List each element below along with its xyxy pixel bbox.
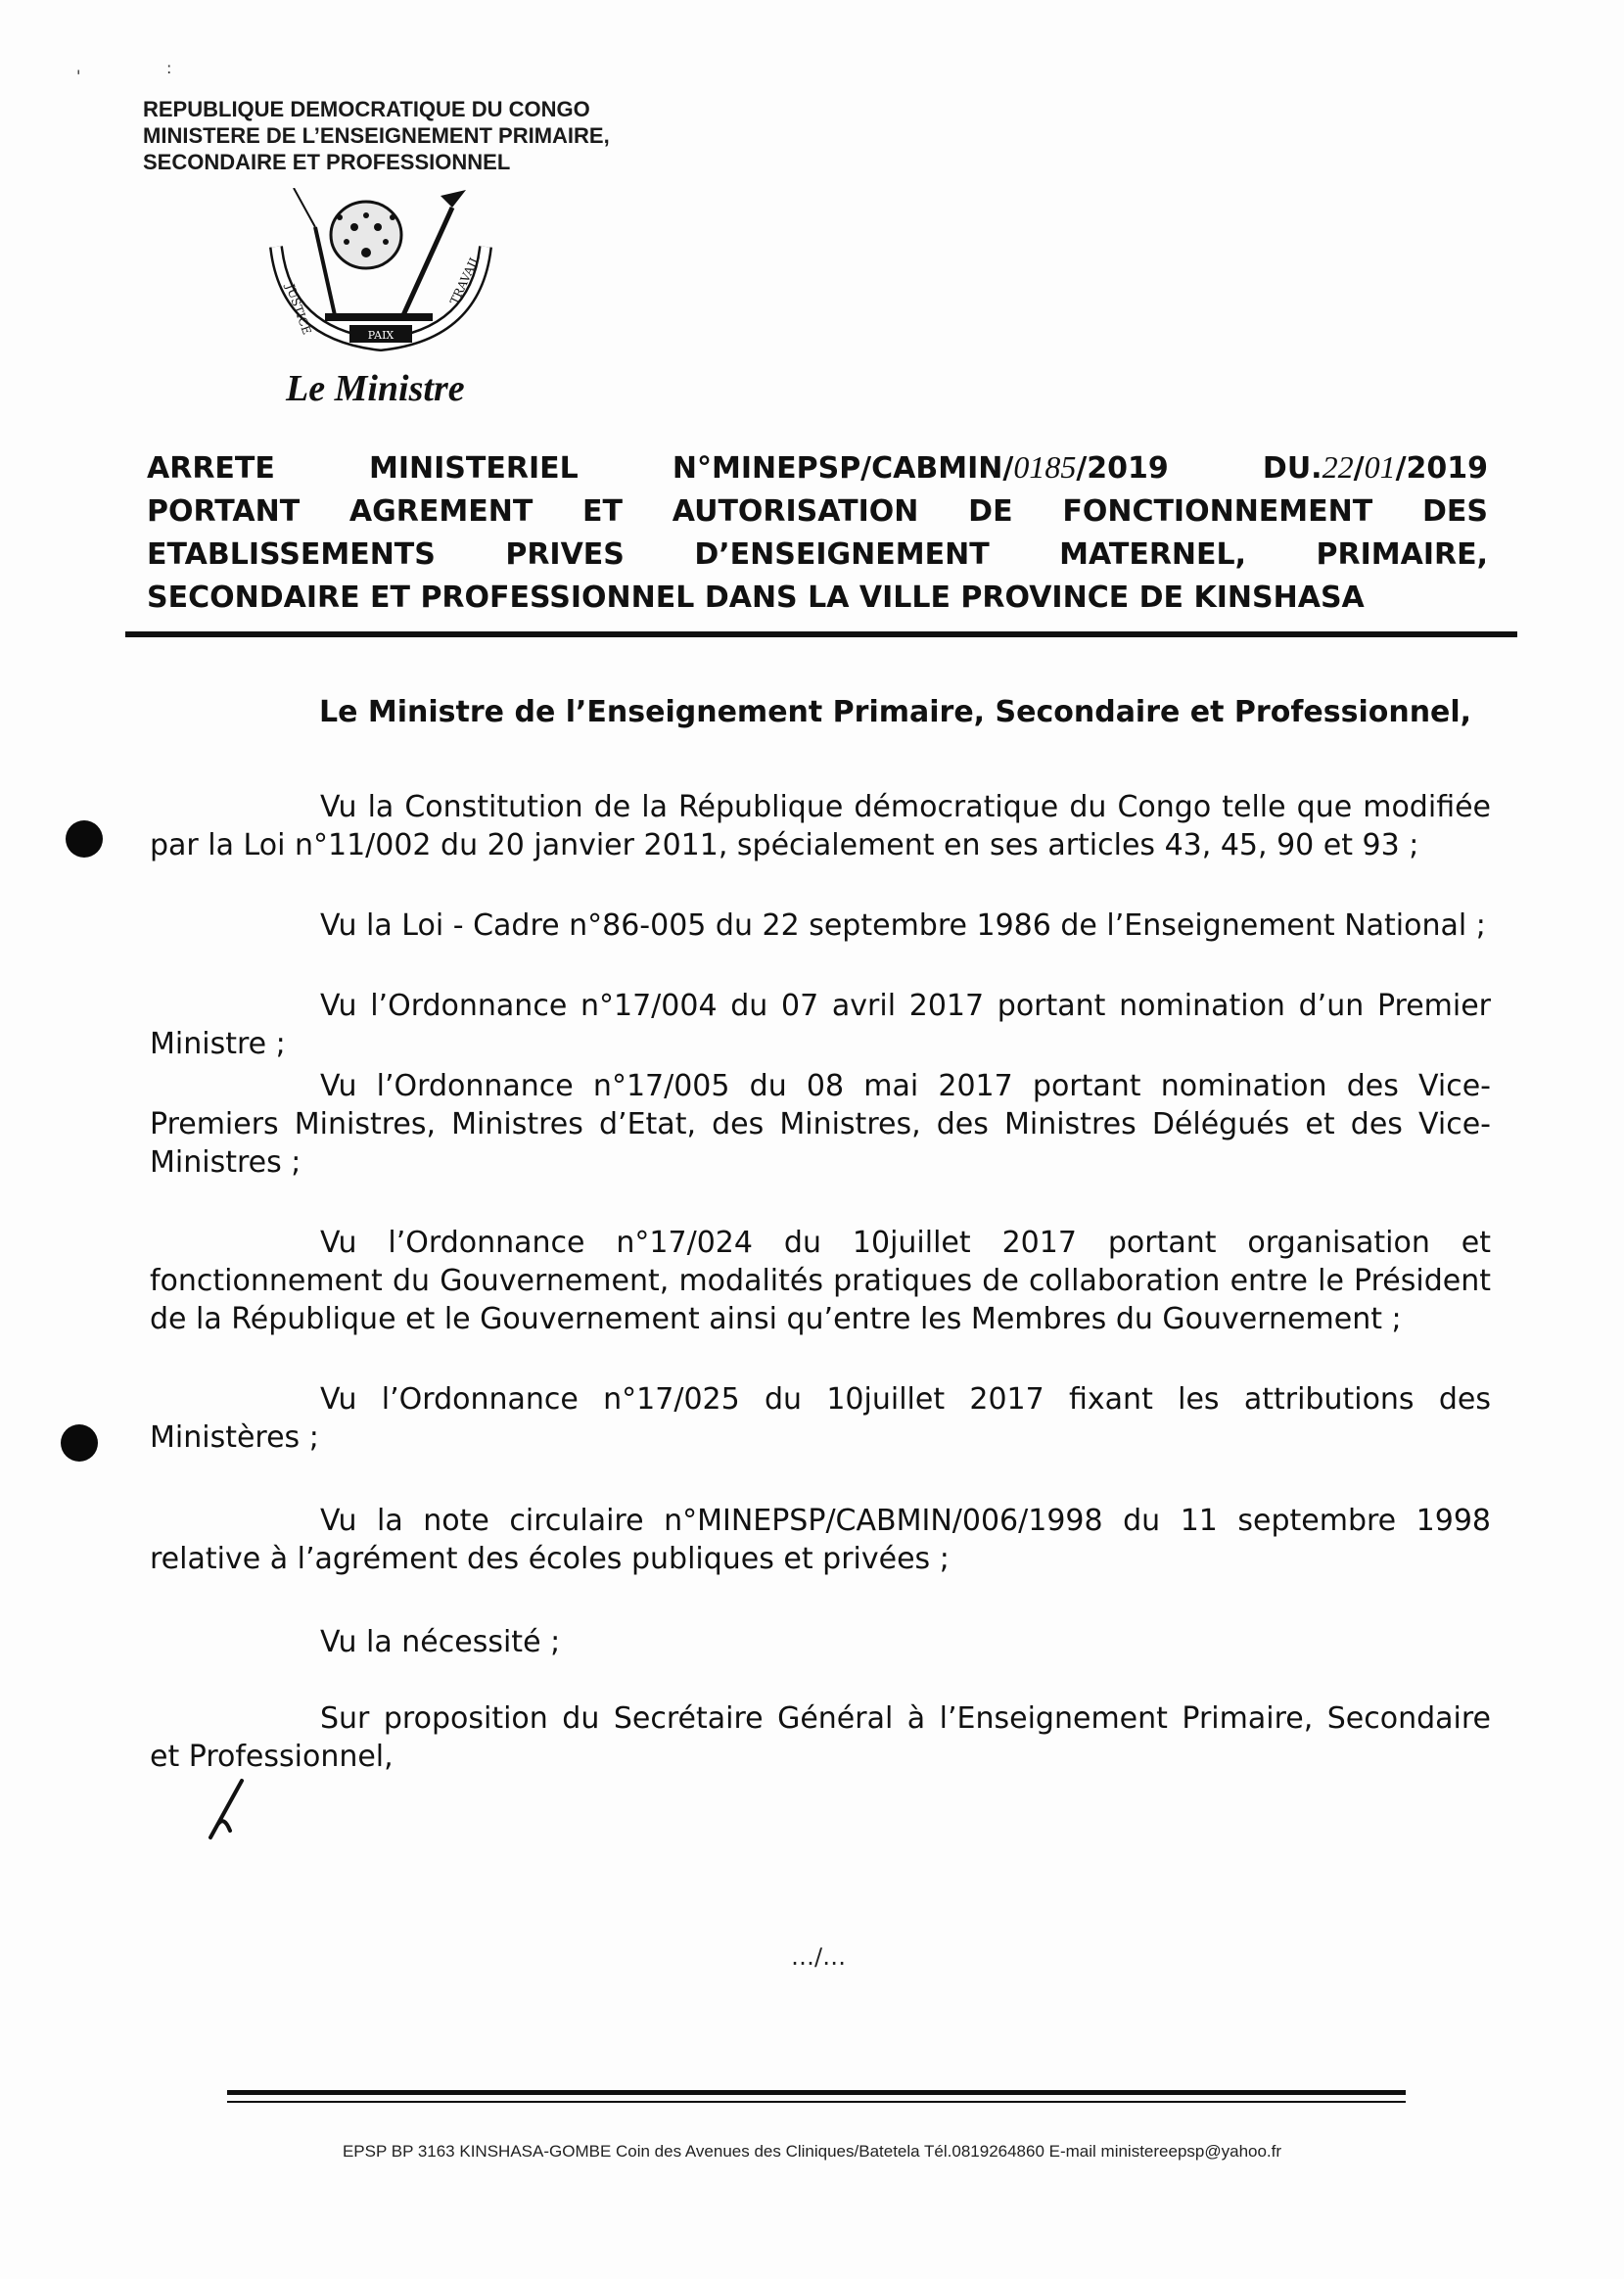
letterhead-line-3: SECONDAIRE ET PROFESSIONNEL: [143, 150, 511, 174]
punch-hole-top: [66, 820, 103, 858]
consideration-8: Vu la nécessité ;: [320, 1625, 561, 1659]
initial-mark: [201, 1777, 259, 1845]
emblem-text-right: TRAVAIL: [447, 253, 483, 307]
signatory-title: Le Ministre: [286, 368, 465, 409]
decree-year-end: /2019: [1395, 451, 1489, 486]
decree-title: [147, 445, 1488, 620]
letterhead-line-2: MINISTERE DE L’ENSEIGNEMENT PRIMAIRE,: [143, 123, 610, 148]
decree-title-line-1: PORTANT AGREMENT ET AUTORISATION DE FONCTIONNEMENT DES: [147, 494, 1488, 529]
consideration-1: Vu la Constitution de la République démocratique du Congo telle que modifiée par la Loi n°11/002 du 20 janvier 2011, spécialement en ses articles 43, 45, 90 et 93 ;: [150, 790, 1491, 862]
consideration-3: Vu l’Ordonnance n°17/004 du 07 avril 2017 portant nomination d’un Premier Ministre ;: [150, 989, 1491, 1061]
emblem-text-left: JUSTICE: [283, 282, 314, 337]
footer-address: EPSP BP 3163 KINSHASA-GOMBE Coin des Avenues des Cliniques/Batetela Tél.0819264860 E-mail ministereepsp@yahoo.fr: [342, 2142, 1282, 2161]
consideration-4: Vu l’Ordonnance n°17/005 du 08 mai 2017 portant nomination des Vice-Premiers Ministres, Ministres d’Etat, des Ministres, des Ministres Délégués et des Vice-Ministres ;: [150, 1069, 1491, 1180]
consideration-6: Vu l’Ordonnance n°17/025 du 10juillet 2017 fixant les attributions des Ministères ;: [150, 1382, 1491, 1455]
decree-title-line-3: SECONDAIRE ET PROFESSIONNEL DANS LA VILLE PROVINCE DE KINSHASA: [147, 581, 1365, 615]
decree-year-part: /2019 DU.: [1076, 451, 1322, 486]
letterhead-line-1: REPUBLIQUE DEMOCRATIQUE DU CONGO: [143, 97, 590, 121]
footer-divider-thick: [227, 2090, 1406, 2095]
coat-of-arms-emblem: [256, 188, 505, 364]
decree-number-handwritten: 0185: [1013, 449, 1077, 485]
emblem-text-bottom: PAIX: [367, 329, 394, 342]
consideration-2: Vu la Loi - Cadre n°86-005 du 22 septembre 1986 de l’Enseignement National ;: [320, 908, 1486, 943]
decree-prefix: ARRETE MINISTERIEL N°MINEPSP/CABMIN/: [147, 451, 1014, 486]
decree-title-line-2: ETABLISSEMENTS PRIVES D’ENSEIGNEMENT MATERNEL, PRIMAIRE,: [147, 537, 1488, 572]
decree-number-line: ARRETE MINISTERIEL N°MINEPSP/CABMIN/0185/2019 DU.22/01/2019: [147, 449, 1489, 486]
minister-heading: Le Ministre de l’Enseignement Primaire, Secondaire et Professionnel,: [319, 695, 1472, 729]
consideration-5: Vu l’Ordonnance n°17/024 du 10juillet 2017 portant organisation et fonctionnement du Gouvernement, modalités pratiques de collaboration entre le Président de la République et le Gouvernement ainsi qu’entre les Membres du Gouvernement ;: [150, 1226, 1491, 1336]
header-divider: [125, 631, 1517, 637]
decree-month-handwritten: 01: [1364, 449, 1396, 485]
consideration-9: Sur proposition du Secrétaire Général à l’Enseignement Primaire, Secondaire et Professionnel,: [150, 1701, 1491, 1774]
consideration-7: Vu la note circulaire n°MINEPSP/CABMIN/006/1998 du 11 septembre 1998 relative à l’agrément des écoles publiques et privées ;: [150, 1504, 1491, 1576]
continuation-marker: …/…: [791, 1943, 847, 1971]
punch-hole-bottom: [61, 1424, 98, 1462]
decree-day-handwritten: 22: [1322, 449, 1354, 485]
footer-divider-thin: [227, 2101, 1406, 2103]
document-page: ' : REPUBLIQUE DEMOCRATIQUE DU CONGO MINISTERE DE L’ENSEIGNEMENT PRIMAIRE, SECONDAIRE ET PROFESSIONNEL JUSTICE TRAVAIL PAIX Le Ministre ARRETE MINISTERIEL N°MINEPSP/CABMIN/0185/2019 DU.22/01/2019 PORTANT AGREMENT ET AUTORISATION DE FONCTIONNEMENT DES ETABLISSEMENTS PRIVES D’ENSEIGNEMENT MATERNEL, PRIMAIRE, SECONDAIRE ET PROFESSIONNEL DANS LA VILLE PROVINCE DE KINSHASA Le Ministre de l’Enseignement Primaire, Secondaire et Professionnel, Vu la Constitution de la République démocratique du Congo telle que modifiée par la Loi n°11/002 du 20 janvier 2011, spécialement en ses articles 43, 45, 90 et 93 ; Vu la Loi - Cadre n°86-005 du 22 septembre 1986 de l’Enseignement National ; Vu l’Ordonnance n°17/004 du 07 avril 2017 portant nomination d’un Premier Ministre ; Vu l’Ordonnance n°17/005 du 08 mai 2017 portant nomination des Vice-Premiers Ministres, Ministres d’Etat, des Ministres, des Ministres Délégués et des Vice-Ministres ; Vu l’Ordonnance n°17/024 du 10juillet 2017 portant organisation et fonctionnement du Gouvernement, modalités pratiques de collaboration entre le Président de la République et le Gouvernement ainsi qu’entre les Membres du Gouvernement ; Vu l’Ordonnance n°17/025 du 10juillet 2017 fixant les attributions des Ministères ; Vu la note circulaire n°MINEPSP/CABMIN/006/1998 du 11 septembre 1998 relative à l’agrément des écoles publiques et privées ; Vu la nécessité ; Sur proposition du Secrétaire Général à l’Enseignement Primaire, Secondaire et Professionnel, …/… EPSP BP 3163 KINSHASA-GOMBE Coin des Avenues des Cliniques/Batetela Tél.0819264860 E-mail ministereepsp@yahoo.fr: [0, 0, 1624, 2279]
letterhead: [143, 96, 610, 175]
